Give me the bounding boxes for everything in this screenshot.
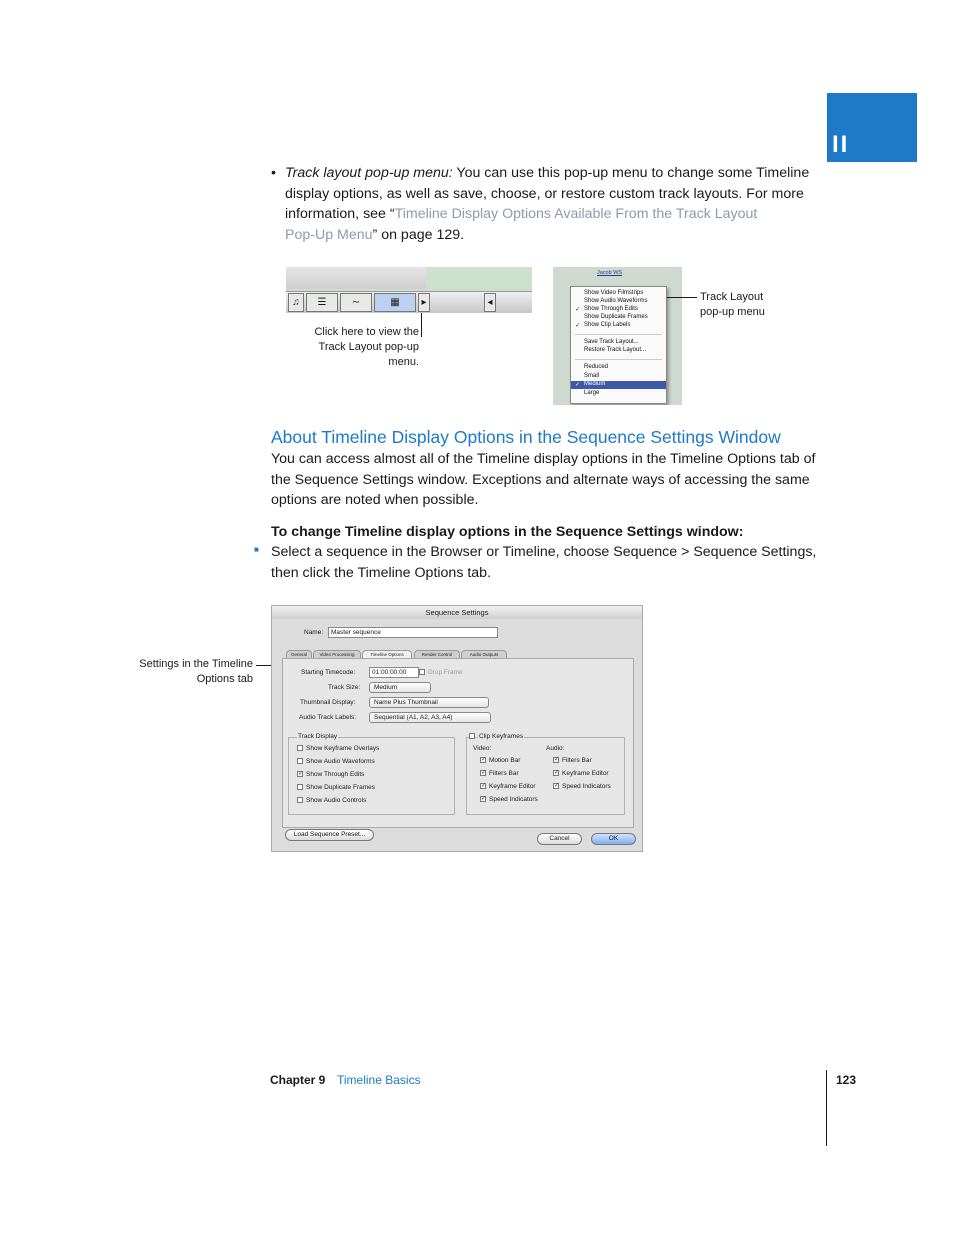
keyframe-overlay-icon: ∼ — [340, 293, 372, 312]
checkbox[interactable] — [297, 784, 303, 790]
sequence-settings-dialog — [271, 605, 643, 852]
thumbnail-display-popup[interactable]: Name Plus Thumbnail — [369, 697, 489, 708]
tab-audio-outputs[interactable]: Audio Outputs — [461, 650, 507, 659]
menu-item[interactable]: Large — [584, 390, 600, 396]
callout-line — [667, 297, 697, 298]
arrow-left-icon: ◂ — [484, 293, 496, 312]
callout-dialog: Settings in the Timeline Options tab — [139, 658, 253, 685]
load-sequence-preset-button[interactable]: Load Sequence Preset... — [285, 829, 374, 841]
menu-item[interactable]: Show Audio Waveforms — [584, 298, 648, 304]
footer-chapter-title[interactable]: Timeline Basics — [337, 1073, 421, 1087]
callout-line — [256, 665, 272, 666]
tab-general[interactable]: General — [286, 650, 312, 659]
clip-keyframes-checkbox[interactable] — [469, 733, 475, 739]
track-layout-popup-menu: Show Video Filmstrips Show Audio Waveforms ✓ Show Through Edits Show Duplicate Frames ✓ Show Clip Labels Save Track Layout... Restore Track Layout... Reduced Small ✓ Medium Large — [570, 286, 667, 404]
menu-item[interactable]: Show Video Filmstrips — [584, 290, 644, 296]
starting-timecode-field[interactable]: 01:00:00:00 — [369, 667, 419, 678]
footer-chapter: Chapter 9 — [270, 1073, 326, 1087]
section-heading: About Timeline Display Options in the Sequence Settings Window — [271, 427, 781, 447]
cross-reference-link-cont[interactable]: Pop-Up Menu — [285, 226, 373, 243]
menu-item[interactable]: Show Clip Labels — [584, 322, 631, 328]
checkbox[interactable] — [297, 797, 303, 803]
tab-video-processing[interactable]: Video Processing — [313, 650, 361, 659]
task-heading: To change Timeline display options in the Sequence Settings window: — [271, 524, 744, 540]
checkbox-checked[interactable]: ✓ — [554, 757, 560, 763]
part-tab — [827, 93, 917, 162]
drop-frame-checkbox[interactable] — [419, 669, 425, 675]
bullet-term: Track layout pop-up menu: — [285, 165, 453, 181]
step-text: Select a sequence in the Browser or Timeline, choose Sequence > Sequence Settings, then click the Timeline Options tab. — [271, 544, 817, 581]
bullet-paragraph: Track layout pop-up menu: You can use this pop-up menu to change some Timeline display options, as well as save, choose, or restore custom track layouts. For more information, see “Timeline Display Options Available From the Track Layout Pop-Up Menu” on page 129. — [285, 165, 810, 243]
menu-item[interactable]: Show Through Edits — [584, 306, 638, 312]
checkbox[interactable] — [297, 745, 303, 751]
checkbox-checked[interactable]: ✓ — [481, 783, 487, 789]
checkbox-checked[interactable]: ✓ — [481, 757, 487, 763]
tab-render-control[interactable]: Render Control — [414, 650, 460, 659]
timeline-options-panel: Starting Timecode: 01:00:00:00 Drop Frame Track Size: Medium Thumbnail Display: Name Plus Thumbnail Audio Track Labels: Sequential (A1, A2, A3, A4) Track Display Show Keyframe Overlays Show Audio Waveforms ✓ Show Through Edits Show Duplicate Frames Show Audio Controls Clip Keyframes Video: Audio: ✓ Motion Bar ✓ Filters Bar ✓ Keyframe Editor ✓ Speed Indicators ✓ Filters Bar ✓ Keyframe Editor ✓ Speed Indicators — [282, 658, 634, 828]
timeline-controls-screenshot — [286, 267, 532, 313]
callout-right: Track Layout pop-up menu — [700, 291, 765, 318]
track-layout-popup-icon: ▦ — [374, 293, 416, 312]
footer-rule — [826, 1070, 827, 1146]
menu-item[interactable]: Show Duplicate Frames — [584, 314, 648, 320]
track-size-popup[interactable]: Medium — [369, 682, 431, 693]
page-number: 123 — [836, 1073, 857, 1087]
dialog-title: Sequence Settings — [272, 606, 642, 619]
name-field[interactable]: Master sequence — [328, 627, 498, 638]
menu-item[interactable]: Restore Track Layout... — [584, 347, 647, 353]
track-height-icon: ☰ — [306, 293, 338, 312]
name-label: Name: — [304, 629, 324, 636]
part-tab-label: II — [832, 131, 850, 158]
track-layout-menu-screenshot: Jacob WS Show Video Filmstrips Show Audio Waveforms ✓ Show Through Edits Show Duplicate Frames ✓ Show Clip Labels Save Track Layout... Restore Track Layout... Reduced Small ✓ Medium Large — [553, 267, 682, 405]
checkbox-checked[interactable]: ✓ — [481, 796, 487, 802]
step-marker: ■ — [254, 545, 259, 554]
callout-line — [421, 313, 422, 337]
speaker-icon: ♫ — [288, 293, 304, 312]
cross-reference-link[interactable]: Timeline Display Options Available From the Track Layout — [394, 206, 758, 222]
menu-item[interactable]: Small — [584, 373, 600, 379]
checkbox[interactable] — [297, 758, 303, 764]
ok-button[interactable]: OK — [591, 833, 636, 845]
checkbox-checked[interactable]: ✓ — [554, 770, 560, 776]
menu-item[interactable]: Save Track Layout... — [584, 339, 639, 345]
tab-timeline-options[interactable]: Timeline Options — [362, 650, 412, 659]
section-paragraph: You can access almost all of the Timeline display options in the Timeline Options tab of the Sequence Settings window. Exceptions and alternate ways of accessing the same options are noted when possible. — [271, 451, 816, 508]
callout-left: Click here to view the Track Layout pop-up menu. — [314, 326, 419, 368]
checkbox-checked[interactable]: ✓ — [481, 770, 487, 776]
menu-item[interactable]: Reduced — [584, 364, 609, 370]
audio-track-labels-popup[interactable]: Sequential (A1, A2, A3, A4) — [369, 712, 491, 723]
cancel-button[interactable]: Cancel — [537, 833, 582, 845]
checkbox-checked[interactable]: ✓ — [298, 771, 304, 777]
menu-item-selected[interactable]: Medium — [584, 381, 606, 387]
arrow-right-icon: ▸ — [418, 293, 430, 312]
bullet-marker: • — [271, 165, 276, 181]
checkbox-checked[interactable]: ✓ — [554, 783, 560, 789]
